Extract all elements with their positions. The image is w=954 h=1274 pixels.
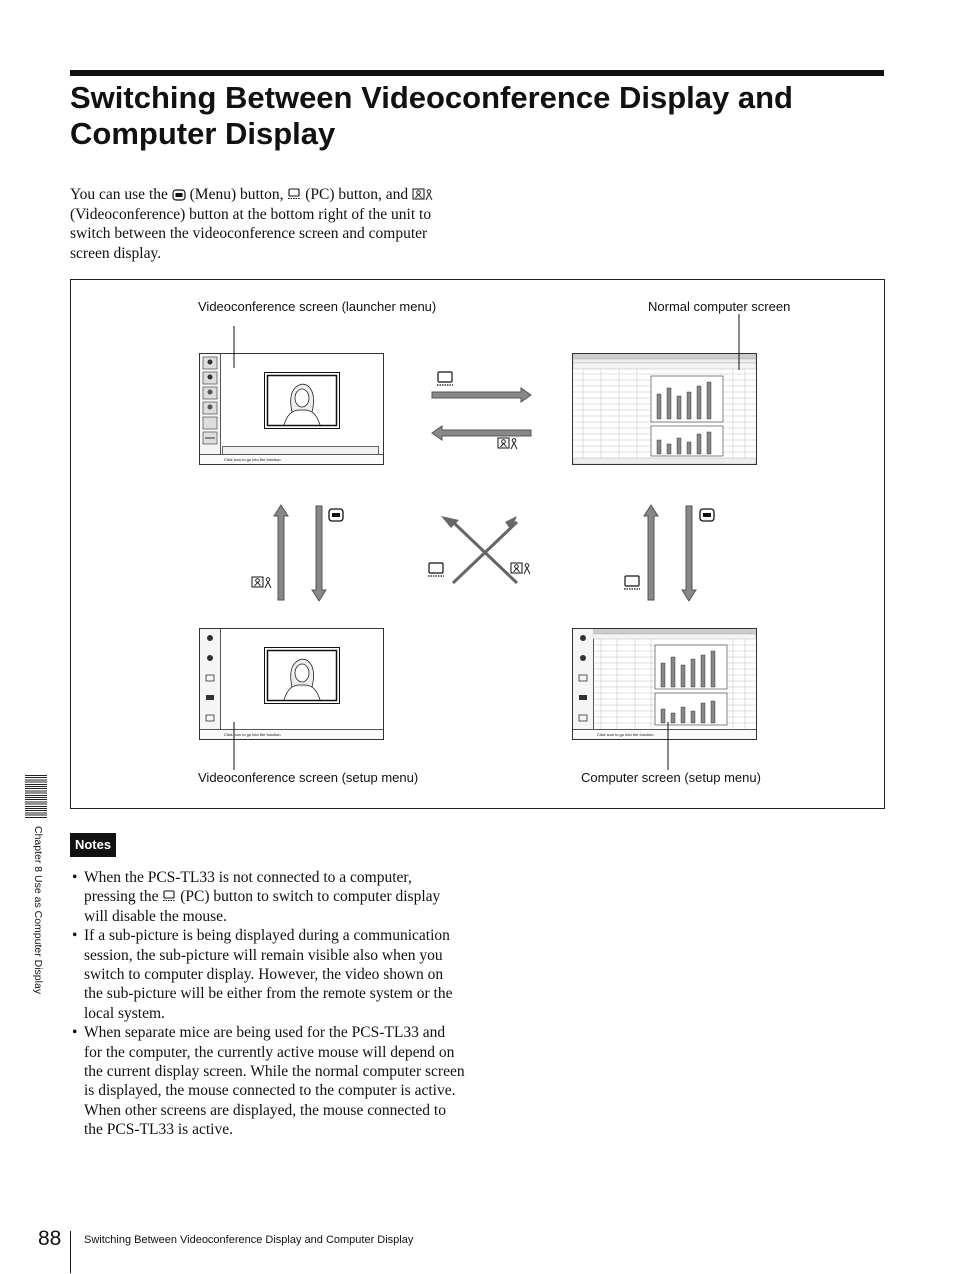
notes-list bbox=[70, 868, 465, 1140]
pc-icon bbox=[624, 576, 640, 589]
label-vc-setup: Videoconference screen (setup menu) bbox=[198, 770, 419, 785]
chapter-tab-marker bbox=[25, 775, 47, 818]
intro-text-1: You can use the bbox=[70, 186, 168, 203]
note-item bbox=[70, 868, 465, 926]
vc-launcher-status-bar: Click icon to go into the function. bbox=[200, 454, 383, 464]
intro-text-3: (PC) button, and bbox=[305, 186, 409, 203]
menu-icon bbox=[700, 509, 714, 521]
intro-text-2: (Menu) button, bbox=[189, 186, 284, 203]
videoconference-icon bbox=[252, 577, 271, 588]
arrow-to-vc-launcher bbox=[432, 426, 531, 440]
vc-setup-status-bar: Click icon to go into the function. bbox=[200, 729, 383, 739]
title-rule bbox=[70, 70, 884, 76]
display-switching-diagram bbox=[70, 279, 885, 809]
label-pc-setup: Computer screen (setup menu) bbox=[581, 770, 761, 785]
label-vc-launcher: Videoconference screen (launcher menu) bbox=[198, 299, 437, 314]
pc-button-icon bbox=[287, 188, 301, 201]
arrow-pc-setup-to-normal bbox=[644, 505, 658, 600]
videoconference-icon bbox=[511, 563, 530, 574]
arrow-vc-launcher-to-setup bbox=[312, 506, 326, 601]
pc-icon bbox=[437, 372, 453, 385]
chapter-tab bbox=[30, 826, 44, 1016]
pc-icon bbox=[428, 563, 444, 576]
arrow-normal-to-pc-setup bbox=[682, 506, 696, 601]
notes-badge: Notes bbox=[70, 833, 116, 857]
diagram-arrows bbox=[71, 280, 884, 808]
menu-button-icon bbox=[172, 189, 186, 201]
footer-rule bbox=[70, 1231, 71, 1273]
note-1-text-a: When the PCS-TL33 is not connected to a computer, pressing the bbox=[84, 869, 412, 906]
videoconference-icon bbox=[498, 438, 517, 449]
page-title: Switching Between Videoconference Display and Computer Display bbox=[70, 80, 793, 151]
arrow-vc-setup-to-launcher bbox=[274, 505, 288, 600]
videoconference-button-icon bbox=[412, 188, 434, 201]
arrow-to-normal-pc bbox=[432, 388, 531, 402]
pc-setup-status-bar: Click icon to go into the function. bbox=[573, 729, 756, 739]
note-item: • When separate mice are being used for the PCS-TL33 and for the computer, the currently active mouse will depend on the current display screen. While the normal computer screen is displayed, the mouse connected to the computer is active. When other screens are displayed, the mouse connected to the PCS-TL33 is active. bbox=[70, 1023, 465, 1139]
note-1-text-b: (PC) button to switch to computer display will disable the mouse. bbox=[84, 888, 441, 925]
page-number: 88 bbox=[38, 1227, 62, 1250]
label-normal-pc: Normal computer screen bbox=[648, 299, 791, 314]
menu-icon bbox=[329, 509, 343, 521]
chapter-tab-label: Chapter 8 Use as Computer Display bbox=[32, 826, 44, 995]
intro-paragraph bbox=[70, 185, 470, 263]
running-footer-title: Switching Between Videoconference Display and Computer Display bbox=[84, 1234, 414, 1246]
pc-button-icon bbox=[162, 890, 176, 903]
note-item: • If a sub-picture is being displayed during a communication session, the sub-picture will remain visible also when you switch to computer display. However, the video shown on the sub-picture will be either from the remote system or the local system. bbox=[70, 926, 465, 1023]
intro-text-4: (Videoconference) button at the bottom right of the unit to switch between the videoconference screen and computer screen display. bbox=[70, 205, 432, 262]
